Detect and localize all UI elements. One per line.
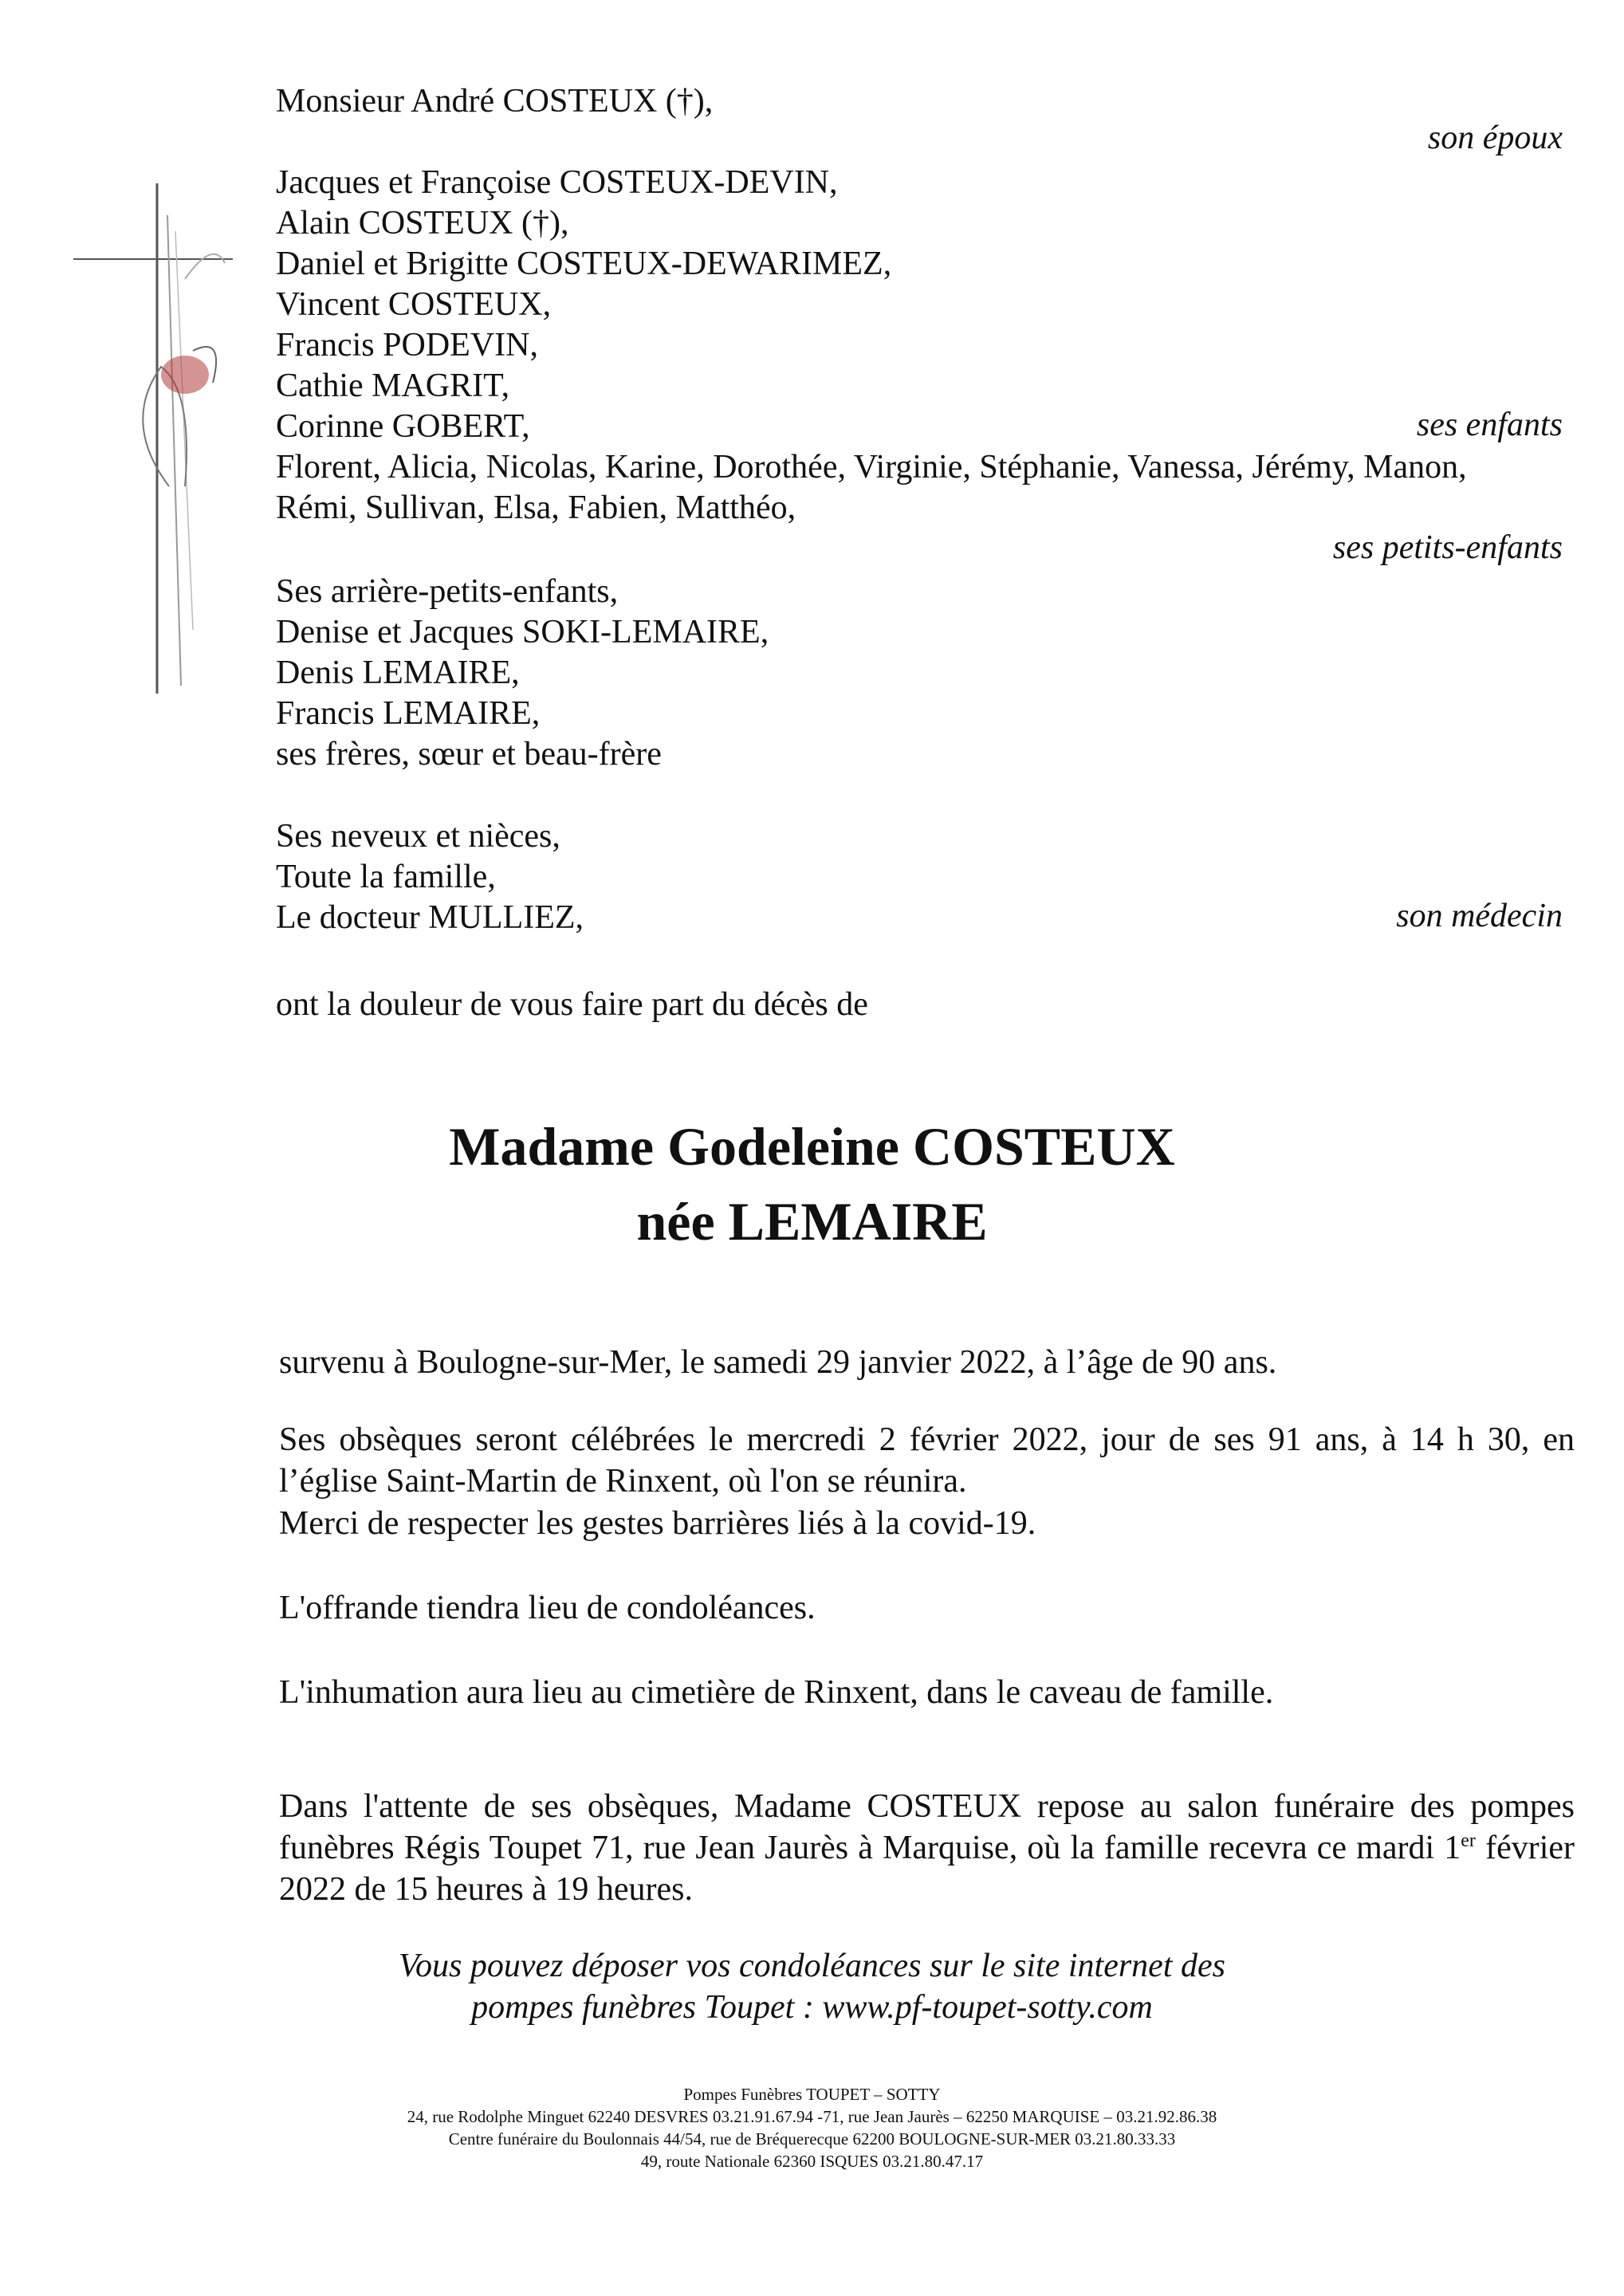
viewing-details (279, 1786, 1575, 1910)
doctor-role: son médecin (1396, 898, 1563, 934)
spouse-name: Monsieur André COSTEUX (†), (276, 83, 714, 120)
child-line: Daniel et Brigitte COSTEUX-DEWARIMEZ, (276, 246, 892, 282)
child-line: Jacques et Françoise COSTEUX-DEVIN, (276, 164, 838, 201)
sibling-line: Ses arrière-petits-enfants, (276, 573, 619, 610)
sibling-line: Denis LEMAIRE, (276, 655, 520, 691)
spouse-role: son époux (1427, 120, 1563, 156)
child-line: Corinne GOBERT, (276, 408, 530, 445)
children-role: ses enfants (1416, 407, 1563, 443)
child-line: Vincent COSTEUX, (276, 286, 552, 323)
footer-address: Centre funéraire du Boulonnais 44/54, rue de Bréquerecque 62200 BOULOGNE-SUR-MER 03.21.80.33.33 (448, 2129, 1176, 2149)
condolences-line-2: pompes funèbres Toupet : www.pf-toupet-sotty.com (471, 1989, 1153, 2026)
other-line: Le docteur MULLIEZ, (276, 899, 584, 936)
child-line: Francis PODEVIN, (276, 327, 538, 364)
viewing-text-end: février 2022 de 15 heures à 19 heures. (279, 1830, 1575, 1908)
offering-notice: L'offrande tiendra lieu de condoléances. (279, 1590, 816, 1626)
condolences-line-1: Vous pouvez déposer vos condoléances sur le site internet des (399, 1948, 1225, 1984)
deceased-name: Madame Godeleine COSTEUX (449, 1116, 1175, 1177)
footer-address: 49, route Nationale 62360 ISQUES 03.21.80.47.17 (640, 2152, 984, 2171)
cross-lily-ornament-icon (73, 183, 233, 725)
death-details: survenu à Boulogne-sur-Mer, le samedi 29 janvier 2022, à l’âge de 90 ans. (279, 1344, 1277, 1381)
other-line: Ses neveux et nièces, (276, 818, 560, 855)
deceased-maiden-name: née LEMAIRE (636, 1191, 988, 1252)
child-line: Alain COSTEUX (†), (276, 205, 569, 242)
footer-company: Pompes Funèbres TOUPET – SOTTY (683, 2085, 941, 2104)
sibling-line: Francis LEMAIRE, (276, 695, 541, 732)
footer-address: 24, rue Rodolphe Minguet 62240 DESVRES 03.21.91.67.94 -71, rue Jean Jaurès – 62250 MARQUISE – 03.21.92.86.38 (407, 2107, 1217, 2126)
other-line: Toute la famille, (276, 859, 496, 895)
covid-notice: Merci de respecter les gestes barrières liés à la covid-19. (279, 1505, 1036, 1542)
viewing-superscript: er (1461, 1830, 1476, 1851)
sibling-line: ses frères, sœur et beau-frère (276, 736, 662, 773)
funeral-details: Ses obsèques seront célébrées le mercredi 2 février 2022, jour de ses 91 ans, à 14 h 30, en l’église Saint-Martin de Rinxent, où l'on se réunira. (279, 1421, 1575, 1500)
burial-details: L'inhumation aura lieu au cimetière de Rinxent, dans le caveau de famille. (279, 1674, 1274, 1711)
grandchildren-line: Rémi, Sullivan, Elsa, Fabien, Matthéo, (276, 489, 796, 526)
viewing-text: Dans l'attente de ses obsèques, Madame COSTEUX repose au salon funéraire des pompes funèbres Régis Toupet 71, rue Jean Jaurès à Marquise, où la famille recevra ce mardi 1 (279, 1788, 1575, 1866)
grandchildren-role: ses petits-enfants (1332, 529, 1563, 566)
announcement: ont la douleur de vous faire part du décès de (276, 986, 868, 1023)
child-line: Cathie MAGRIT, (276, 368, 510, 404)
sibling-line: Denise et Jacques SOKI-LEMAIRE, (276, 614, 769, 651)
grandchildren-line: Florent, Alicia, Nicolas, Karine, Dorothée, Virginie, Stéphanie, Vanessa, Jérémy, Manon, (276, 449, 1467, 486)
